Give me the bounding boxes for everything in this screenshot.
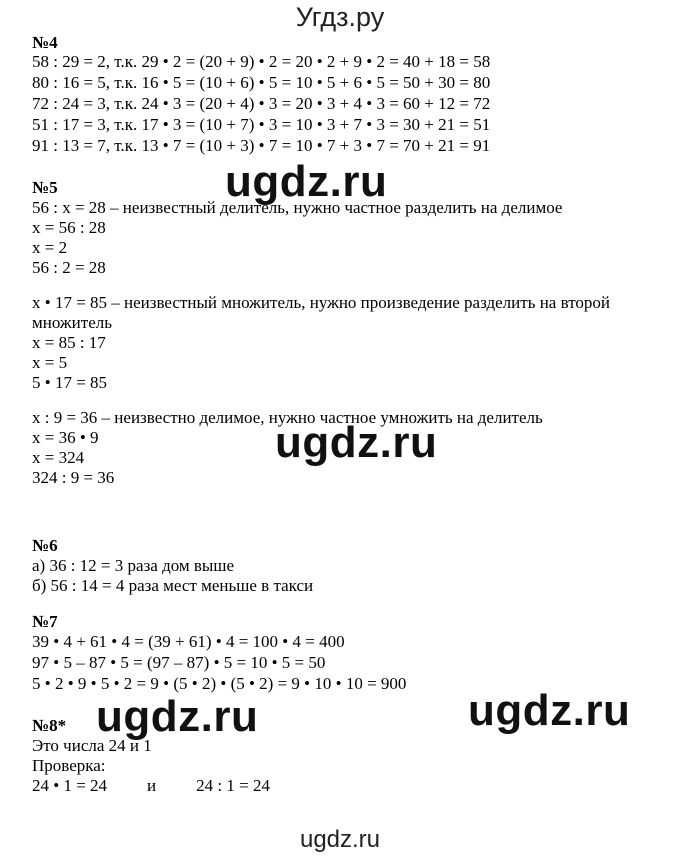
task8-check-left: 24 • 1 = 24: [32, 776, 108, 795]
task7-title: №7: [32, 612, 58, 631]
task5-b2-line-1: x • 17 = 85 – неизвестный множитель, нужно произведение разделить на второй: [32, 293, 610, 312]
task8-check-right: 24 : 1 = 24: [196, 776, 270, 795]
task8-line-1: Это числа 24 и 1: [32, 736, 152, 755]
task5-b3-line-1: x : 9 = 36 – неизвестно делимое, нужно частное умножить на делитель: [32, 408, 543, 427]
watermark-2: ugdz.ru: [275, 418, 438, 467]
task5-b2-line-5: 5 • 17 = 85: [32, 373, 108, 392]
task5-b1-line-2: x = 56 : 28: [32, 218, 106, 237]
task5-b3-line-2: x = 36 • 9: [32, 428, 99, 447]
task5-b3-line-3: x = 324: [32, 448, 85, 467]
task8-check-conj: и: [147, 776, 157, 795]
task4-line-2: 80 : 16 = 5, т.к. 16 • 5 = (10 + 6) • 5 = 10 • 5 + 6 • 5 = 50 + 30 = 80: [32, 73, 491, 92]
task8-title: №8*: [32, 716, 67, 735]
task7-line-3: 5 • 2 • 9 • 5 • 2 = 9 • (5 • 2) • (5 • 2) = 9 • 10 • 10 = 900: [32, 674, 407, 693]
watermark-4: ugdz.ru: [96, 692, 259, 741]
task8-line-2: Проверка:: [32, 756, 106, 775]
task7-line-2: 97 • 5 – 87 • 5 = (97 – 87) • 5 = 10 • 5 = 50: [32, 653, 326, 672]
task5-b1-line-3: x = 2: [32, 238, 68, 257]
task5-b2-line-3: x = 85 : 17: [32, 333, 106, 352]
task5-b3-line-4: 324 : 9 = 36: [32, 468, 115, 487]
task8-check-row: [32, 776, 270, 796]
task4-line-1: 58 : 29 = 2, т.к. 29 • 2 = (20 + 9) • 2 = 20 • 2 + 9 • 2 = 40 + 18 = 58: [32, 52, 491, 71]
task6-line-1: а) 36 : 12 = 3 раза дом выше: [32, 556, 234, 575]
task4-title: №4: [32, 33, 58, 52]
task6-title: №6: [32, 536, 58, 555]
task4-line-3: 72 : 24 = 3, т.к. 24 • 3 = (20 + 4) • 3 = 20 • 3 + 4 • 3 = 60 + 12 = 72: [32, 94, 491, 113]
task5-title: №5: [32, 178, 58, 197]
task5-b1-line-1: 56 : x = 28 – неизвестный делитель, нужно частное разделить на делимое: [32, 198, 563, 217]
task5-b1-line-4: 56 : 2 = 28: [32, 258, 106, 277]
task6-line-2: б) 56 : 14 = 4 раза мест меньше в такси: [32, 576, 314, 595]
site-footer: ugdz.ru: [299, 826, 381, 853]
watermark-1: ugdz.ru: [225, 157, 388, 206]
watermark-3: ugdz.ru: [468, 686, 631, 735]
task7-line-1: 39 • 4 + 61 • 4 = (39 + 61) • 4 = 100 • 4 = 400: [32, 632, 345, 651]
site-header: Угдз.ру: [295, 2, 385, 32]
task4-line-5: 91 : 13 = 7, т.к. 13 • 7 = (10 + 3) • 7 = 10 • 7 + 3 • 7 = 70 + 21 = 91: [32, 136, 491, 155]
task4-line-4: 51 : 17 = 3, т.к. 17 • 3 = (10 + 7) • 3 = 10 • 3 + 7 • 3 = 30 + 21 = 51: [32, 115, 491, 134]
task5-b2-line-2: множитель: [32, 313, 112, 332]
task5-b2-line-4: x = 5: [32, 353, 68, 372]
